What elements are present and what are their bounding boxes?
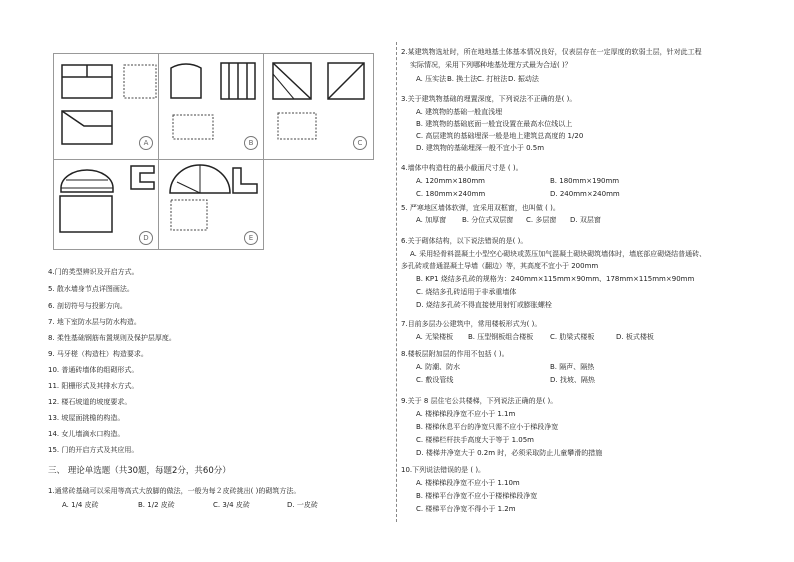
figure-a-label: A xyxy=(139,136,153,150)
question-stem: 9.关于 8 层住宅公共楼梯，下列说法正确的是( )。 xyxy=(401,397,558,405)
list-item: 14. 女儿墙滴水口构造。 xyxy=(48,430,125,438)
answer-option: A. 压实法 xyxy=(416,75,447,83)
answer-option: B. 180mm×190mm xyxy=(550,177,620,185)
list-item: 11. 阳栅形式及其排水方式。 xyxy=(48,382,139,390)
list-item: 15. 门的开启方式及其应用。 xyxy=(48,446,139,454)
section-title: 三、 理论单选题（共30题，每题2分，共60分） xyxy=(48,466,231,476)
answer-option: B. 压型钢板组合楼板 xyxy=(468,333,534,341)
answer-option: B. 建筑物的基础底面一般宜设置在最高水位线以上 xyxy=(416,120,573,128)
list-item: 9. 马牙槎（构造柱）构造要求。 xyxy=(48,350,148,358)
answer-option: C. 高层建筑的基础埋深一般是地上建筑总高度的 1/20 xyxy=(416,132,584,140)
answer-option: A. 1/4 皮砖 xyxy=(62,501,99,509)
question-stem: 10.下列说法错误的是 ( )。 xyxy=(401,466,486,474)
column-divider xyxy=(396,42,397,522)
list-item: 12. 楼石坡道的坡度要求。 xyxy=(48,398,132,406)
list-item: 5. 散水墙身节点详图画法。 xyxy=(48,285,134,293)
answer-option: D. 烧结多孔砖不得直接使用射钉或膨胀螺栓 xyxy=(416,301,552,309)
question-stem: 7.目前多层办公建筑中，常用楼板形式为( )。 xyxy=(401,320,542,328)
answer-option: D. 一皮砖 xyxy=(287,501,318,509)
question-stem: 实际情况，采用下列哪种地基处理方式最为合适( )？ xyxy=(410,61,572,69)
answer-option: B. 换土法 xyxy=(447,75,478,83)
answer-option: A. 防潮、防水 xyxy=(416,363,461,371)
answer-option: B. KP1 烧结多孔砖的规格为：240mm×115mm×90mm、178mm×115mm×90mm xyxy=(416,275,695,283)
list-item: 6. 剖切符号与投影方向。 xyxy=(48,302,127,310)
answer-option: D. 找坡、隔热 xyxy=(550,376,595,384)
answer-option: D. 建筑物的基础埋深一般不宜小于 0.5m xyxy=(416,144,545,152)
answer-option: 多孔砖或普通混凝土导墙（翻边）等，其高度不宜小于 200mm xyxy=(401,262,599,270)
list-item: 7. 地下室防水层与防水构造。 xyxy=(48,318,141,326)
answer-option: C. 楼梯栏杆扶手高度大于等于 1.05m xyxy=(416,436,534,444)
question-stem: 4.墙体中构造柱的最小截面尺寸是 ( )。 xyxy=(401,164,523,172)
answer-option: C. 烧结多孔砖适用于非承重墙体 xyxy=(416,288,517,296)
answer-option: C. 3/4 皮砖 xyxy=(213,501,250,509)
question-stem: 1.通常砖基础可以采用等高式大放脚的做法，一般为每２皮砖挑出( )的砌筑方法。 xyxy=(48,487,301,495)
list-item: 8. 柔性基础钢筋布置规则及保护层厚度。 xyxy=(48,334,176,342)
answer-option: A. 采用轻骨料混凝土小型空心砌块或蒸压加气混凝土砌块砌筑墙体时，墙底部应砌烧结普通砖、 xyxy=(410,250,707,258)
question-stem: 3.关于建筑物基础的埋置深度，下列说法不正确的是( )。 xyxy=(401,95,577,103)
answer-option: B. 隔声、隔热 xyxy=(550,363,595,371)
question-stem: 2.某建筑物选址时，所在地地基土体基本情况良好，仅表层存在一定厚度的软弱土层，针对此工程 xyxy=(401,48,702,56)
answer-option: C. 肋梁式楼板 xyxy=(550,333,595,341)
figure-b-label: B xyxy=(244,136,258,150)
answer-option: A. 加厚窗 xyxy=(416,216,447,224)
question-stem: 5. 严寒地区墙体软弹，宜采用双框窗，也叫做 ( )。 xyxy=(401,204,560,212)
answer-option: D. 240mm×240mm xyxy=(550,190,620,198)
answer-option: C. 180mm×240mm xyxy=(416,190,486,198)
question-stem: 6.关于砌体结构，以下说法错误的是( )。 xyxy=(401,237,528,245)
answer-option: C. 楼梯平台净宽不得小于 1.2m xyxy=(416,505,516,513)
figure-c-label: C xyxy=(353,136,367,150)
answer-option: B. 分位式双层窗 xyxy=(462,216,514,224)
answer-option: C. 多层窗 xyxy=(526,216,557,224)
answer-option: A. 无梁楼板 xyxy=(416,333,454,341)
answer-option: C. 打桩法 xyxy=(477,75,508,83)
list-item: 10. 普通砖墙体的组砌形式。 xyxy=(48,366,139,374)
answer-option: B. 楼梯休息平台的净宽只需不应小于梯段净宽 xyxy=(416,423,559,431)
figure-e-label: E xyxy=(244,231,258,245)
list-item: 4.门的类型辨识及开启方式。 xyxy=(48,268,139,276)
answer-option: D. 楼梯井净宽大于 0.2m 时，必须采取防止儿童攀滑的措施 xyxy=(416,449,603,457)
answer-option: D. 振动法 xyxy=(508,75,539,83)
answer-option: C. 敷设管线 xyxy=(416,376,454,384)
answer-option: D. 板式楼板 xyxy=(616,333,654,341)
answer-option: D. 双层窗 xyxy=(570,216,601,224)
list-item: 13. 坡屋面挑檐的构造。 xyxy=(48,414,125,422)
question-stem: 8.楼板层附加层的作用不包括 ( )。 xyxy=(401,350,509,358)
answer-option: B. 楼梯平台净宽不应小于楼梯梯段净宽 xyxy=(416,492,538,500)
answer-option: A. 建筑物的基础一般直浅埋 xyxy=(416,108,503,116)
answer-option: B. 1/2 皮砖 xyxy=(138,501,175,509)
figure-d-label: D xyxy=(139,231,153,245)
answer-option: A. 楼梯梯段净宽不应小于 1.10m xyxy=(416,479,520,487)
answer-option: A. 120mm×180mm xyxy=(416,177,485,185)
answer-option: A. 楼梯梯段净宽不应小于 1.1m xyxy=(416,410,516,418)
